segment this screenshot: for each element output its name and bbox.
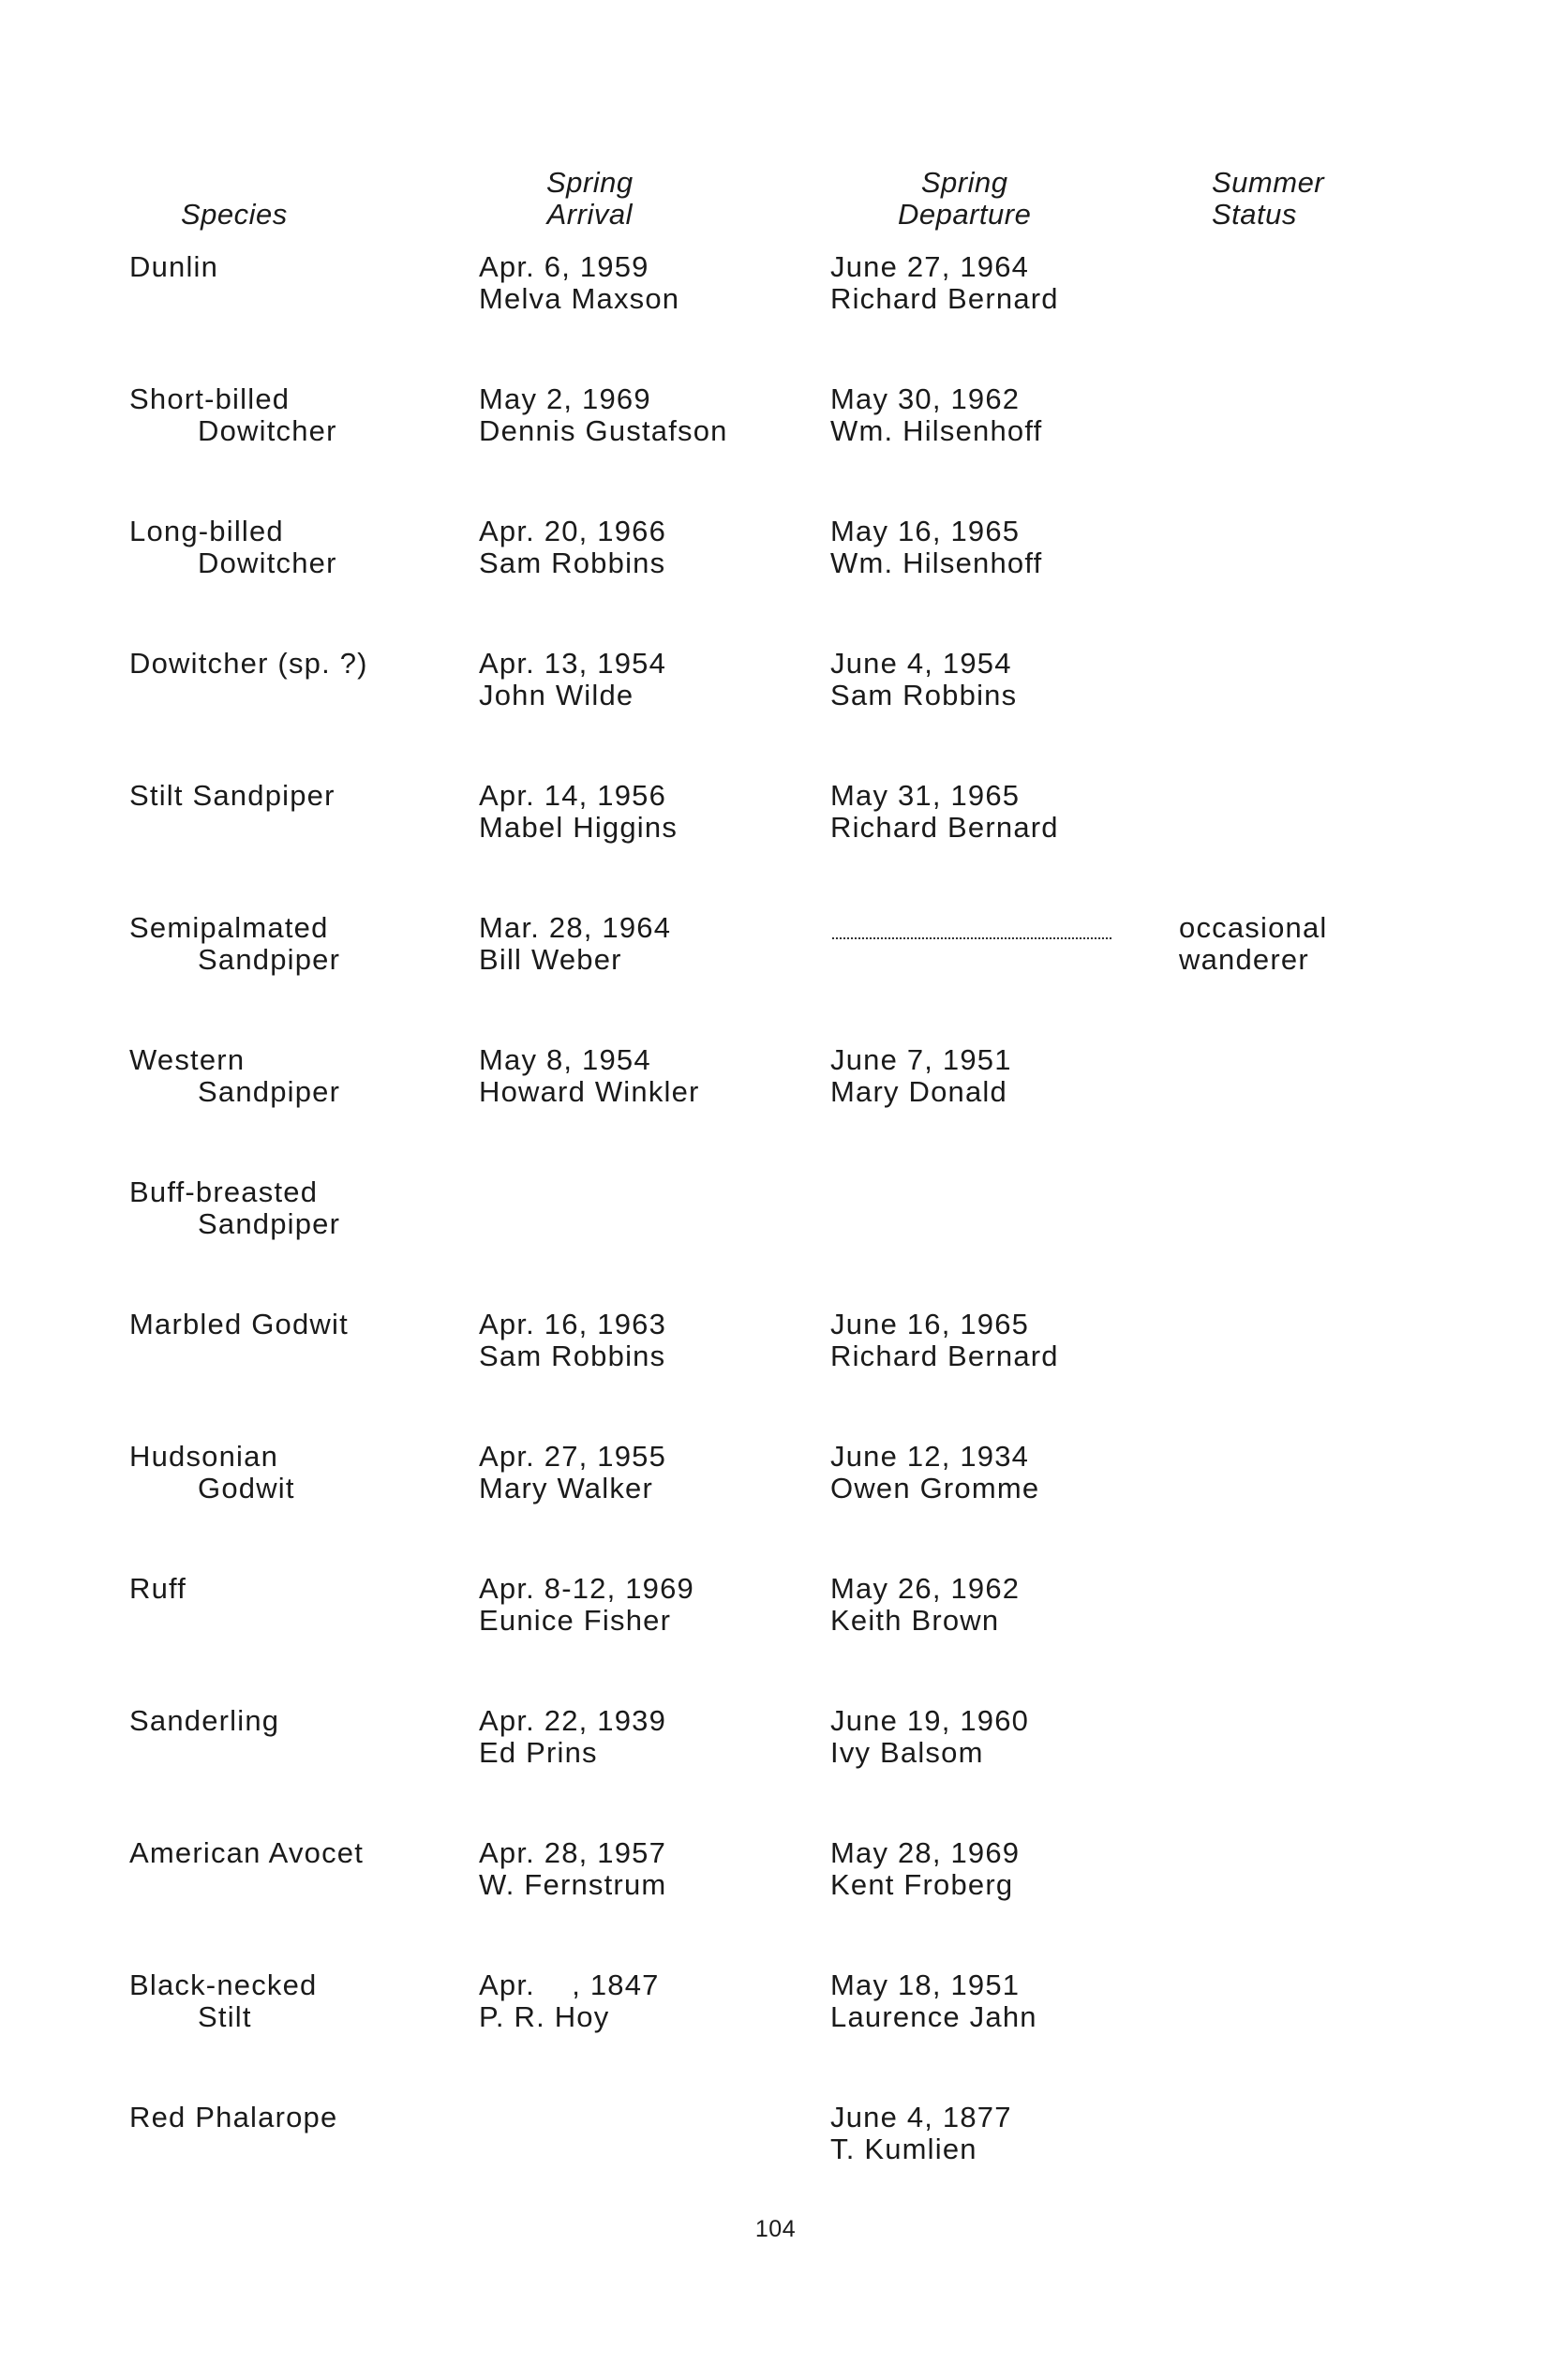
table-row: [0, 1176, 1551, 1309]
arrival-date: Apr. , 1847: [479, 1968, 660, 2001]
arrival-date: Apr. 22, 1939: [479, 1704, 667, 1737]
species-cell: [129, 1573, 439, 1605]
departure-observer: Kent Froberg: [830, 1868, 1014, 1901]
species-cell: [129, 1044, 439, 1108]
departure-cell: [830, 1044, 1168, 1108]
arrival-cell: [479, 251, 798, 315]
species-name-continued: Godwit: [198, 1472, 295, 1504]
status-cell: [1179, 912, 1460, 976]
departure-cell: [830, 383, 1168, 447]
arrival-observer: John Wilde: [479, 679, 634, 711]
species-name: Long-billed: [129, 515, 284, 547]
header-species-label: Species: [181, 198, 288, 231]
species-cell: [129, 1176, 439, 1240]
arrival-cell: [479, 383, 798, 447]
departure-date: June 4, 1954: [830, 647, 1012, 680]
departure-observer: Wm. Hilsenhoff: [830, 414, 1043, 447]
header-arrival-line-1: Spring: [546, 166, 634, 199]
species-cell: [129, 780, 439, 812]
header-status-line-2: Status: [1212, 198, 1297, 231]
table-row: [0, 1573, 1551, 1705]
status-line-1: occasional: [1179, 911, 1328, 944]
departure-observer: T. Kumlien: [830, 2133, 977, 2165]
departure-cell: [830, 1705, 1168, 1769]
arrival-observer: Ed Prins: [479, 1736, 598, 1769]
species-cell: [129, 1705, 439, 1737]
species-name-continued: Sandpiper: [198, 1207, 341, 1240]
header-status-line-1: Summer: [1212, 166, 1325, 199]
header-departure-line-1: Spring: [920, 166, 1008, 199]
arrival-cell: [479, 1044, 798, 1108]
species-name-continued: Dowitcher: [198, 414, 337, 447]
departure-observer: Sam Robbins: [830, 679, 1018, 711]
arrival-cell: [479, 1441, 798, 1504]
species-cell: [129, 1837, 439, 1869]
arrival-cell: [479, 1573, 798, 1637]
arrival-date: Apr. 13, 1954: [479, 647, 667, 680]
species-name-continued: Dowitcher: [198, 546, 337, 579]
species-cell: [129, 1309, 439, 1340]
species-table: [0, 251, 1551, 2234]
arrival-cell: [479, 1837, 798, 1901]
table-row: [0, 1309, 1551, 1441]
arrival-date: Apr. 20, 1966: [479, 515, 667, 547]
arrival-observer: Eunice Fisher: [479, 1604, 672, 1637]
departure-cell: [830, 516, 1168, 579]
header-spring-departure: [898, 167, 1031, 231]
arrival-observer: Dennis Gustafson: [479, 414, 728, 447]
species-cell: [129, 383, 439, 447]
departure-cell: [830, 2102, 1168, 2165]
arrival-cell: [479, 1969, 798, 2033]
departure-cell: [830, 251, 1168, 315]
departure-date: May 18, 1951: [830, 1968, 1021, 2001]
arrival-observer: Bill Weber: [479, 943, 622, 976]
table-row: [0, 1837, 1551, 1969]
arrival-observer: Howard Winkler: [479, 1075, 700, 1108]
species-cell: [129, 648, 439, 680]
arrival-date: May 2, 1969: [479, 382, 651, 415]
arrival-cell: [479, 1705, 798, 1769]
status-line-2: wanderer: [1179, 943, 1309, 976]
departure-cell: [830, 1573, 1168, 1637]
species-name: Ruff: [129, 1572, 187, 1605]
arrival-cell: [479, 912, 798, 976]
species-name-continued: Sandpiper: [198, 943, 341, 976]
page-number: 104: [754, 2216, 797, 2242]
departure-date: June 12, 1934: [830, 1440, 1030, 1473]
arrival-observer: W. Fernstrum: [479, 1868, 667, 1901]
arrival-date: Apr. 28, 1957: [479, 1836, 667, 1869]
species-cell: [129, 2102, 439, 2133]
departure-date: May 31, 1965: [830, 779, 1021, 812]
table-row: [0, 2102, 1551, 2234]
departure-cell: [830, 780, 1168, 844]
table-row: [0, 1441, 1551, 1573]
table-row: [0, 1969, 1551, 2102]
arrival-date: Mar. 28, 1964: [479, 911, 672, 944]
arrival-observer: Melva Maxson: [479, 282, 680, 315]
departure-observer: Ivy Balsom: [830, 1736, 984, 1769]
species-name-continued: Sandpiper: [198, 1075, 341, 1108]
species-cell: [129, 1441, 439, 1504]
species-name: Marbled Godwit: [129, 1308, 349, 1340]
species-name: Hudsonian: [129, 1440, 279, 1473]
species-name: Semipalmated: [129, 911, 329, 944]
departure-date: June 16, 1965: [830, 1308, 1030, 1340]
departure-observer: Keith Brown: [830, 1604, 1000, 1637]
species-cell: [129, 912, 439, 976]
arrival-date: Apr. 6, 1959: [479, 250, 649, 283]
arrival-cell: [479, 780, 798, 844]
departure-cell: [830, 648, 1168, 711]
arrival-observer: Sam Robbins: [479, 1340, 666, 1372]
departure-date: May 26, 1962: [830, 1572, 1021, 1605]
arrival-cell: [479, 1309, 798, 1372]
header-summer-status: [1212, 167, 1324, 231]
departure-cell: [830, 1441, 1168, 1504]
species-name: Dowitcher (sp. ?): [129, 647, 368, 680]
species-cell: [129, 516, 439, 579]
table-row: [0, 516, 1551, 648]
table-row: [0, 251, 1551, 383]
departure-date: May 30, 1962: [830, 382, 1021, 415]
table-row: [0, 1705, 1551, 1837]
species-name: Red Phalarope: [129, 2101, 338, 2133]
departure-observer: Richard Bernard: [830, 1340, 1059, 1372]
arrival-cell: [479, 648, 798, 711]
arrival-date: Apr. 27, 1955: [479, 1440, 667, 1473]
species-name: Dunlin: [129, 250, 219, 283]
arrival-date: May 8, 1954: [479, 1043, 651, 1076]
species-cell: [129, 251, 439, 283]
species-name: American Avocet: [129, 1836, 365, 1869]
departure-date: June 19, 1960: [830, 1704, 1030, 1737]
header-departure-line-2: Departure: [898, 198, 1032, 231]
table-row: [0, 1044, 1551, 1176]
departure-date: May 16, 1965: [830, 515, 1021, 547]
table-row: [0, 780, 1551, 912]
departure-date: May 28, 1969: [830, 1836, 1021, 1869]
species-name: Buff-breasted: [129, 1175, 319, 1208]
arrival-observer: P. R. Hoy: [479, 2000, 610, 2033]
departure-observer: Laurence Jahn: [830, 2000, 1037, 2033]
no-data-dotted-line: [832, 937, 1111, 939]
departure-date: June 4, 1877: [830, 2101, 1012, 2133]
departure-cell: [830, 1969, 1168, 2033]
departure-observer: Richard Bernard: [830, 282, 1059, 315]
arrival-observer: Sam Robbins: [479, 546, 666, 579]
departure-cell: [830, 1309, 1168, 1372]
species-name-continued: Stilt: [198, 2000, 252, 2033]
table-row: [0, 912, 1551, 1044]
departure-observer: Richard Bernard: [830, 811, 1059, 844]
departure-date: June 7, 1951: [830, 1043, 1012, 1076]
departure-observer: Mary Donald: [830, 1075, 1007, 1108]
species-name: Short-billed: [129, 382, 291, 415]
header-species: [181, 199, 288, 231]
species-name: Sanderling: [129, 1704, 280, 1737]
arrival-date: Apr. 16, 1963: [479, 1308, 667, 1340]
departure-date: June 27, 1964: [830, 250, 1030, 283]
arrival-date: Apr. 8-12, 1969: [479, 1572, 694, 1605]
table-row: [0, 648, 1551, 780]
species-name: Western: [129, 1043, 246, 1076]
departure-observer: Wm. Hilsenhoff: [830, 546, 1043, 579]
species-name: Black-necked: [129, 1968, 318, 2001]
header-arrival-line-2: Arrival: [546, 198, 633, 231]
arrival-date: Apr. 14, 1956: [479, 779, 667, 812]
departure-cell: [830, 1837, 1168, 1901]
arrival-cell: [479, 516, 798, 579]
arrival-observer: Mabel Higgins: [479, 811, 679, 844]
species-name: Stilt Sandpiper: [129, 779, 336, 812]
departure-observer: Owen Gromme: [830, 1472, 1040, 1504]
table-row: [0, 383, 1551, 516]
species-cell: [129, 1969, 439, 2033]
arrival-observer: Mary Walker: [479, 1472, 654, 1504]
header-spring-arrival: [546, 167, 634, 231]
